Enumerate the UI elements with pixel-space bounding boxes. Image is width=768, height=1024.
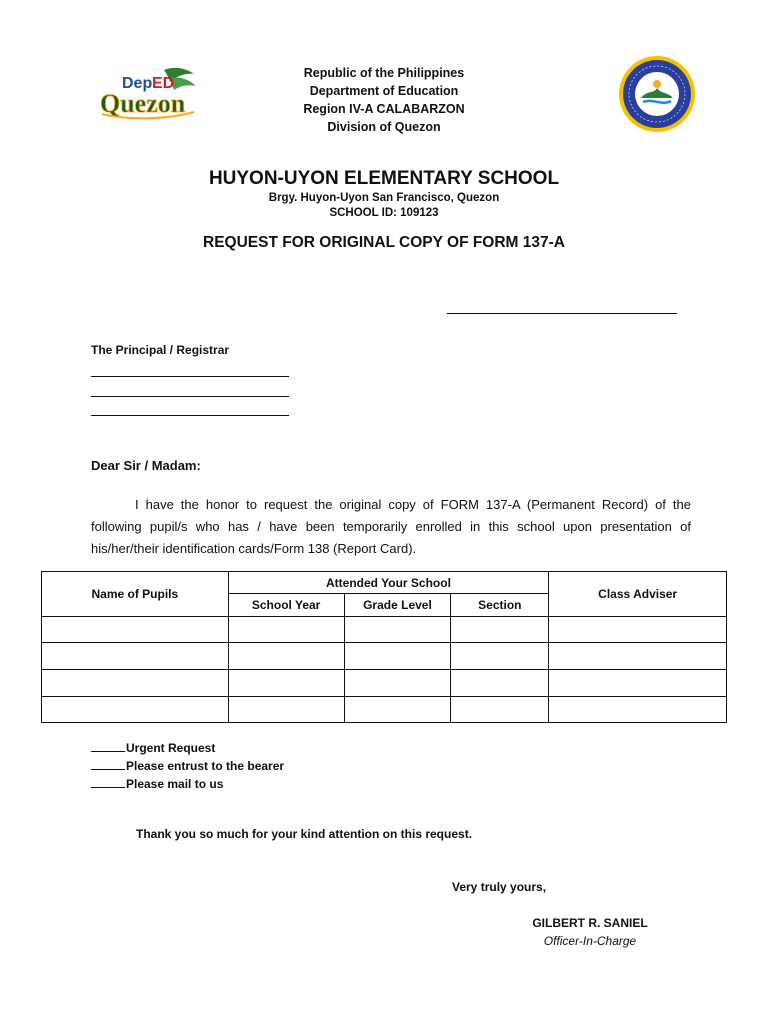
form-title: REQUEST FOR ORIGINAL COPY OF FORM 137-A <box>203 234 565 251</box>
salutation: Dear Sir / Madam: <box>91 458 201 473</box>
header-line: Republic of the Philippines <box>303 66 465 80</box>
pupils-table <box>41 571 727 723</box>
header-line: Department of Education <box>309 84 459 98</box>
closing: Very truly yours, <box>452 880 547 894</box>
table-cell[interactable] <box>451 697 549 723</box>
option-urgent-request[interactable] <box>91 741 215 755</box>
option-label: Please mail to us <box>126 777 224 791</box>
table-cell[interactable] <box>549 617 727 643</box>
table-cell[interactable] <box>344 617 451 643</box>
school-name: HUYON-UYON ELEMENTARY SCHOOL <box>208 168 560 189</box>
signer-title: Officer-In-Charge <box>543 934 637 948</box>
table-cell[interactable] <box>228 697 344 723</box>
table-row <box>42 617 727 643</box>
option-blank-line[interactable] <box>91 751 125 752</box>
section-header: Section <box>451 594 549 617</box>
option-label: Please entrust to the bearer <box>126 759 285 773</box>
table-cell[interactable] <box>42 643 229 670</box>
table-row <box>42 697 727 723</box>
thank-you-line: Thank you so much for your kind attention on this request. <box>136 827 473 841</box>
school-year-header: School Year <box>228 594 344 617</box>
school-id: SCHOOL ID: 109123 <box>329 207 439 219</box>
table-cell[interactable] <box>549 697 727 723</box>
school-address: Brgy. Huyon-Uyon San Francisco, Quezon <box>268 192 500 204</box>
table-cell[interactable] <box>228 617 344 643</box>
table-cell[interactable] <box>451 617 549 643</box>
grade-level-header: Grade Level <box>344 594 451 617</box>
table-row <box>42 670 727 697</box>
table-cell[interactable] <box>451 670 549 697</box>
table-cell[interactable] <box>42 670 229 697</box>
table-cell[interactable] <box>549 670 727 697</box>
signer-name: GILBERT R. SANIEL <box>532 916 648 930</box>
addressee-blank-line[interactable] <box>91 415 289 416</box>
header-line: Division of Quezon <box>327 120 441 134</box>
option-mail-to-us[interactable] <box>91 777 223 791</box>
table-row <box>42 643 727 670</box>
name-of-pupils-header: Name of Pupils <box>42 572 229 617</box>
table-cell[interactable] <box>344 643 451 670</box>
svg-text:Dep: Dep <box>122 75 153 92</box>
table-cell[interactable] <box>344 697 451 723</box>
svg-text:ED: ED <box>152 75 175 92</box>
table-cell[interactable] <box>42 697 229 723</box>
school-address-block <box>0 191 768 221</box>
table-cell[interactable] <box>42 617 229 643</box>
header-line: Region IV-A CALABARZON <box>303 102 465 116</box>
option-blank-line[interactable] <box>91 769 125 770</box>
option-blank-line[interactable] <box>91 787 125 788</box>
date-blank-line[interactable] <box>447 313 677 314</box>
table-cell[interactable] <box>344 670 451 697</box>
table-cell[interactable] <box>549 643 727 670</box>
table-cell[interactable] <box>451 643 549 670</box>
option-entrust-bearer[interactable] <box>91 759 284 773</box>
request-body: I have the honor to request the original copy of FORM 137-A (Permanent Record) of the following pupil/s who has / have been temporarily enrolled in this school upon presentation of his/her/their identification cards/Form 138 (Report Card). <box>91 497 691 556</box>
school-seal <box>614 54 700 134</box>
addressee-blank-line[interactable] <box>91 376 289 377</box>
table-cell[interactable] <box>228 670 344 697</box>
class-adviser-header: Class Adviser <box>549 572 727 617</box>
option-label: Urgent Request <box>126 741 216 755</box>
svg-text:Quezon: Quezon <box>100 89 186 118</box>
addressee-blank-line[interactable] <box>91 396 289 397</box>
attended-school-header: Attended Your School <box>228 572 549 594</box>
table-cell[interactable] <box>228 643 344 670</box>
school-seal-graphic <box>614 54 700 134</box>
addressee: The Principal / Registrar <box>91 343 230 357</box>
